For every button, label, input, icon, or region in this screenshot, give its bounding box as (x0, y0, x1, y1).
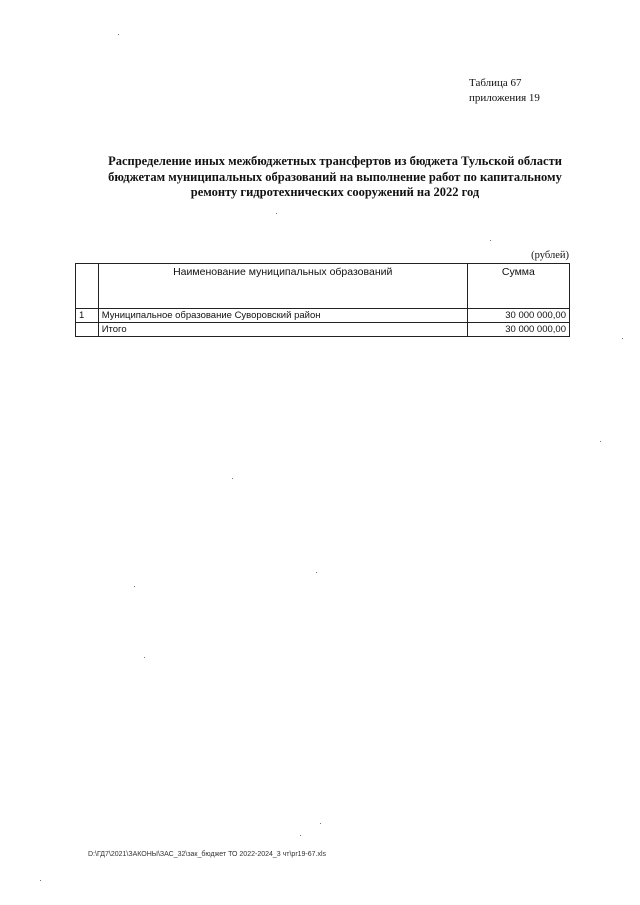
row-name: Муниципальное образование Суворовский район (98, 309, 467, 323)
scan-speck (232, 478, 233, 479)
row-name: Итого (98, 323, 467, 337)
appendix-label: приложения 19 (469, 92, 540, 104)
scan-speck (316, 572, 317, 573)
scan-speck (622, 338, 623, 339)
header-number (76, 264, 99, 309)
title-line-3: ремонту гидротехнических сооружений на 2022 год (190, 185, 480, 199)
distribution-table (75, 263, 570, 337)
scan-speck (134, 586, 135, 587)
scan-speck (144, 657, 145, 658)
table-row-total (76, 323, 570, 337)
table-row (76, 309, 570, 323)
row-sum: 30 000 000,00 (467, 323, 569, 337)
table-reference (469, 76, 540, 106)
row-sum: 30 000 000,00 (467, 309, 569, 323)
currency-unit: (рублей) (531, 250, 569, 261)
scan-speck (40, 880, 41, 881)
scan-speck (600, 441, 601, 442)
scan-speck (276, 213, 277, 214)
title-line-1: Распределение иных межбюджетных трансфертов из бюджета Тульской области (108, 154, 562, 168)
scan-speck (320, 823, 321, 824)
header-sum: Сумма (467, 264, 569, 309)
file-path-footer: D:\ГД7\2021\ЗАКОНЫ\ЗАС_32\зак_бюджет ТО 2022-2024_3 чт\pr19-67.xls (88, 851, 327, 858)
row-number: 1 (76, 309, 99, 323)
row-number (76, 323, 99, 337)
title-line-2: бюджетам муниципальных образований на выполнение работ по капитальному (108, 169, 562, 184)
document-title (70, 154, 600, 201)
header-name: Наименование муниципальных образований (98, 264, 467, 309)
scan-speck (300, 835, 301, 836)
table-number: Таблица 67 (469, 77, 522, 89)
scan-speck (490, 240, 491, 241)
table-header-row (76, 264, 570, 309)
scan-speck (118, 34, 119, 35)
